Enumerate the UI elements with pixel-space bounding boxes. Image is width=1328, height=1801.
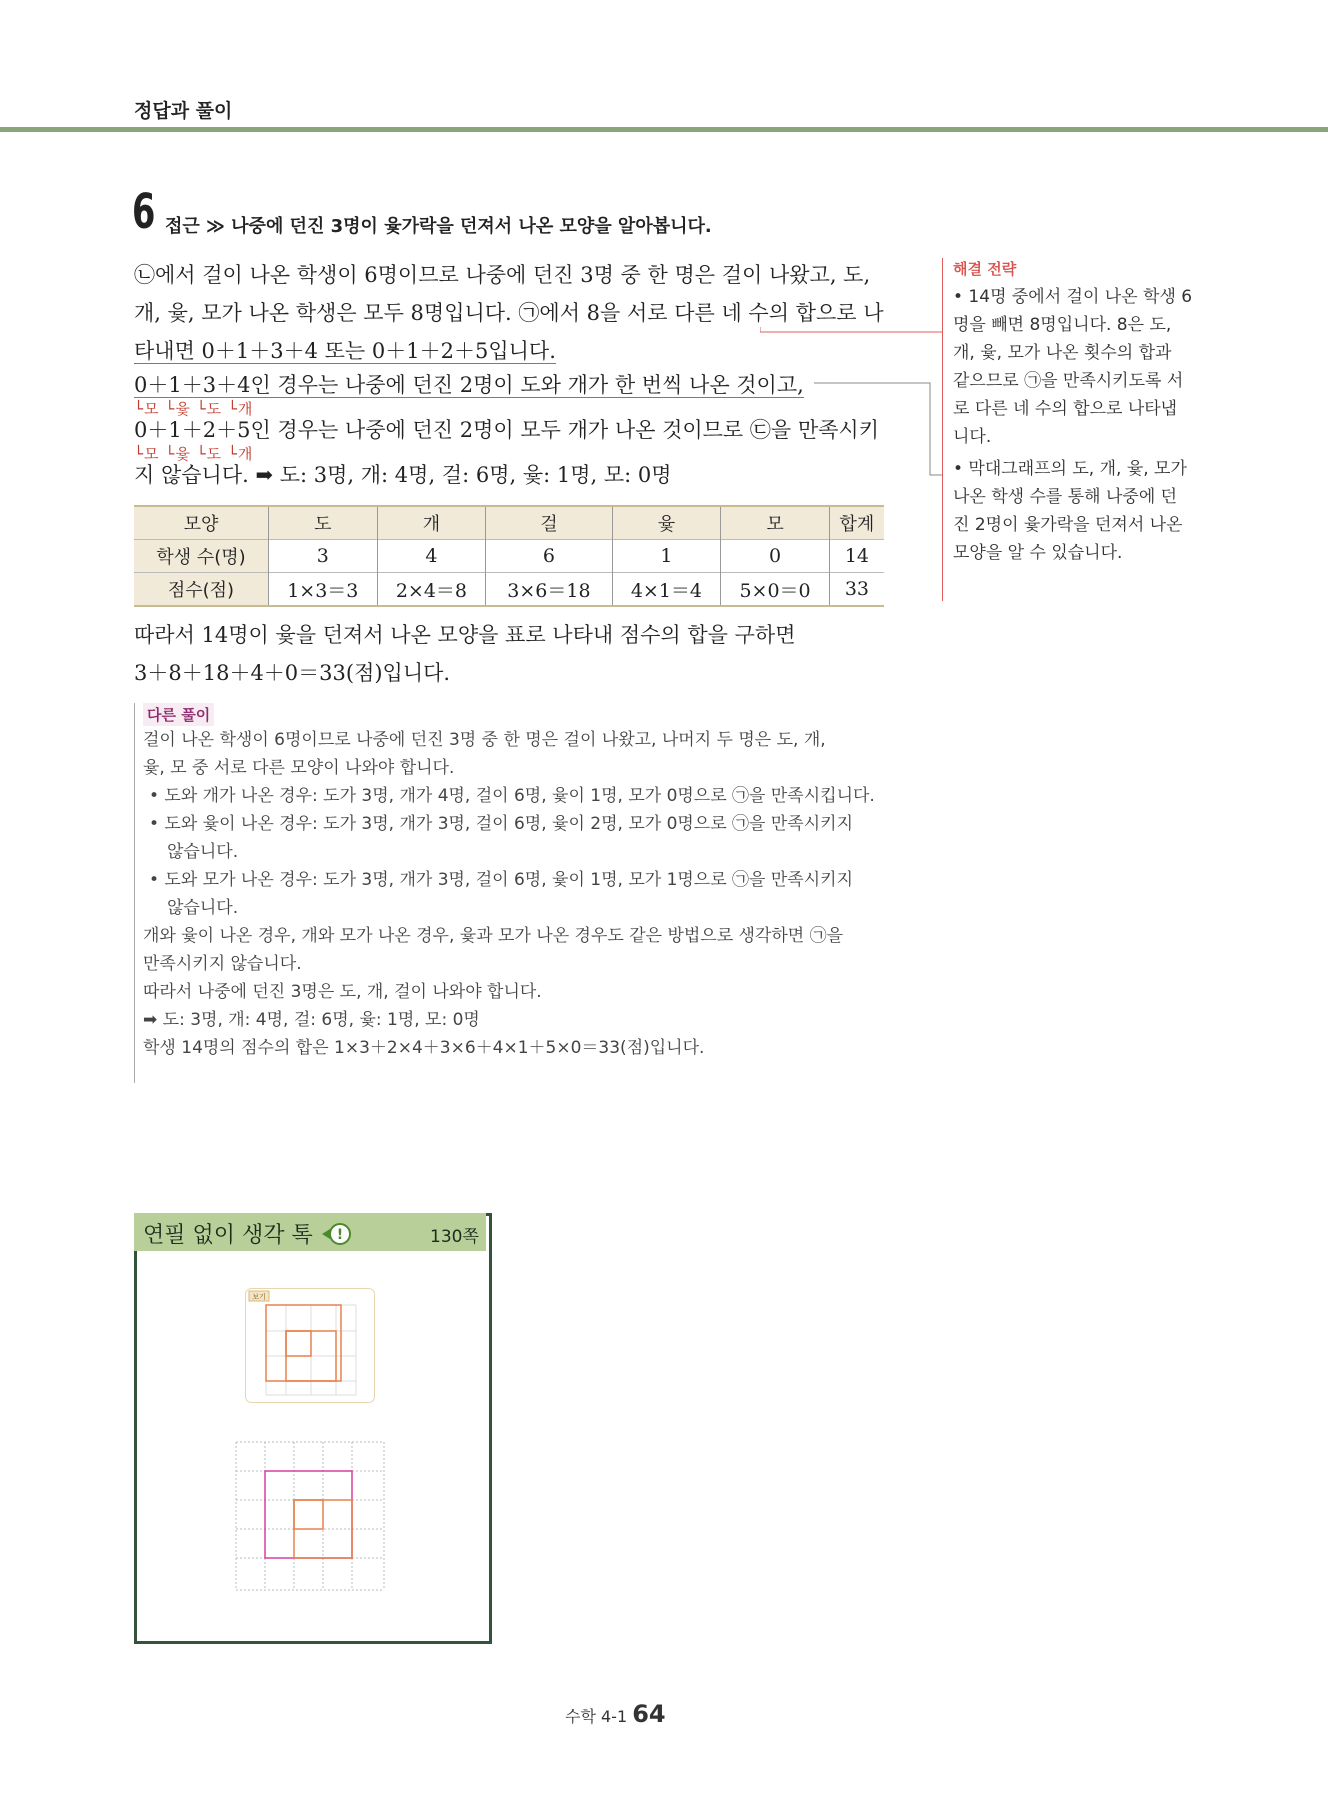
table-header-cell: 모양	[134, 506, 268, 540]
table-cell: 1	[612, 540, 721, 573]
table-header-cell: 도	[268, 506, 377, 540]
table-header-cell: 윷	[612, 506, 721, 540]
table-cell: 4	[377, 540, 486, 573]
table-header-cell: 개	[377, 506, 486, 540]
case-1: 0＋1＋3＋4인 경우는 나중에 던진 2명이 도와 개가 한 번씩 나온 것이고,	[134, 373, 804, 397]
table-cell: 학생 수(명)	[134, 540, 268, 573]
problem-number: 6	[132, 184, 156, 240]
header-divider	[0, 127, 1328, 132]
table-cell: 0	[721, 540, 830, 573]
table-cell: 점수(점)	[134, 573, 268, 607]
answer-small-square	[294, 1500, 323, 1529]
alt-line: 않습니다.	[167, 898, 239, 918]
strategy-sidebar	[942, 258, 1193, 601]
annotation-1: └모 └윷 └도 └개	[134, 400, 254, 418]
strategy-item: • 14명 중에서 걸이 나온 학생 6명을 빼면 8명입니다. 8은 도, 개, 윷, 모가 나온 횟수의 합과 같으므로 ㉠을 만족시키도록 서로 다른 네 수의 합으로 나타냅니다.	[953, 287, 1193, 447]
section-header: 정답과 풀이	[134, 100, 233, 122]
table-header-cell: 합계	[829, 506, 884, 540]
alt-line: 윷, 모 중 서로 다른 모양이 나와야 합니다.	[143, 758, 455, 778]
table-cell: 4×1＝4	[612, 573, 721, 607]
think-title-text: 연필 없이 생각 톡	[143, 1223, 313, 1248]
table-cell: 14	[829, 540, 884, 573]
alt-bullet: • 도와 모가 나온 경우: 도가 3명, 개가 3명, 걸이 6명, 윷이 1명, 모가 1명으로 ㉠을 만족시키지	[149, 870, 853, 890]
page-footer	[565, 1700, 666, 1728]
alt-line: 개와 윷이 나온 경우, 개와 모가 나온 경우, 윷과 모가 나온 경우도 같은 방법으로 생각하면 ㉠을	[143, 926, 844, 946]
table-cell: 5×0＝0	[721, 573, 830, 607]
strategy-item: • 막대그래프의 도, 개, 윷, 모가 나온 학생 수를 통해 나중에 던진 2명이 윷가락을 던져서 나온 모양을 알 수 있습니다.	[953, 459, 1187, 563]
answer-large-square	[265, 1471, 352, 1558]
solution-line-1: ㉡에서 걸이 나온 학생이 6명이므로 나중에 던진 3명 중 한 명은 걸이 나왔고, 도,	[134, 263, 871, 287]
table-row	[134, 573, 884, 607]
table-cell: 1×3＝3	[268, 573, 377, 607]
footer-subject: 수학 4-1	[565, 1707, 628, 1726]
table-cell: 3×6＝18	[486, 573, 612, 607]
conclusion-line-2: 3＋8＋18＋4＋0＝33(점)입니다.	[134, 661, 451, 685]
table-cell: 3	[268, 540, 377, 573]
alt-title: 다른 풀이	[143, 703, 214, 726]
alt-bullet: • 도와 개가 나온 경우: 도가 3명, 개가 4명, 걸이 6명, 윷이 1명, 모가 0명으로 ㉠을 만족시킵니다.	[149, 786, 875, 806]
alt-line: 않습니다.	[167, 842, 239, 862]
think-page-ref: 130쪽	[430, 1227, 479, 1247]
table-cell: 6	[486, 540, 612, 573]
table-cell: 33	[829, 573, 884, 607]
strategy-title: 해결 전략	[953, 260, 1017, 278]
annotation-2: └모 └윷 └도 └개	[134, 445, 254, 463]
alt-bullet: • 도와 윷이 나온 경우: 도가 3명, 개가 3명, 걸이 6명, 윷이 2명, 모가 0명으로 ㉠을 만족시키지	[149, 814, 853, 834]
exclamation-bubble-icon	[320, 1222, 352, 1246]
example-figure	[245, 1288, 375, 1403]
example-label: 보기	[252, 1293, 266, 1301]
svg-text:!: !	[336, 1227, 343, 1243]
solution-line-2: 개, 윷, 모가 나온 학생은 모두 8명입니다. ㉠에서 8을 서로 다른 네 수의 합으로 나	[134, 301, 884, 325]
answer-figure	[234, 1440, 386, 1592]
approach-label: 접근 ≫	[165, 216, 225, 237]
table-header-cell: 걸	[486, 506, 612, 540]
page-number: 64	[632, 1700, 666, 1728]
connector-lines	[760, 300, 950, 480]
underlined-sum: 타내면 0＋1＋3＋4 또는 0＋1＋2＋5입니다.	[134, 339, 556, 363]
solution-line-5: 0＋1＋2＋5인 경우는 나중에 던진 2명이 모두 개가 나온 것이므로 ㉢을 만족시키	[134, 418, 879, 442]
solution-line-3	[134, 332, 556, 370]
alt-line: 학생 14명의 점수의 합은 1×3＋2×4＋3×6＋4×1＋5×0＝33(점)입니다.	[143, 1038, 705, 1058]
think-title	[143, 1218, 352, 1249]
alt-line: 따라서 나중에 던진 3명은 도, 개, 걸이 나와야 합니다.	[143, 982, 542, 1002]
approach-line	[165, 212, 712, 238]
table-cell: 2×4＝8	[377, 573, 486, 607]
score-table	[134, 505, 884, 607]
table-row	[134, 540, 884, 573]
approach-text: 나중에 던진 3명이 윷가락을 던져서 나온 모양을 알아봅니다.	[231, 216, 712, 237]
table-header-row	[134, 506, 884, 540]
alt-line: ➡ 도: 3명, 개: 4명, 걸: 6명, 윷: 1명, 모: 0명	[143, 1010, 480, 1030]
solution-line-6: 지 않습니다. ➡ 도: 3명, 개: 4명, 걸: 6명, 윷: 1명, 모: 0명	[134, 463, 672, 487]
table-header-cell: 모	[721, 506, 830, 540]
alternative-solution	[134, 703, 893, 1083]
conclusion-line-1: 따라서 14명이 윷을 던져서 나온 모양을 표로 나타내 점수의 합을 구하면	[134, 623, 796, 647]
alt-line: 걸이 나온 학생이 6명이므로 나중에 던진 3명 중 한 명은 걸이 나왔고, 나머지 두 명은 도, 개,	[143, 730, 826, 750]
alt-line: 만족시키지 않습니다.	[143, 954, 302, 974]
